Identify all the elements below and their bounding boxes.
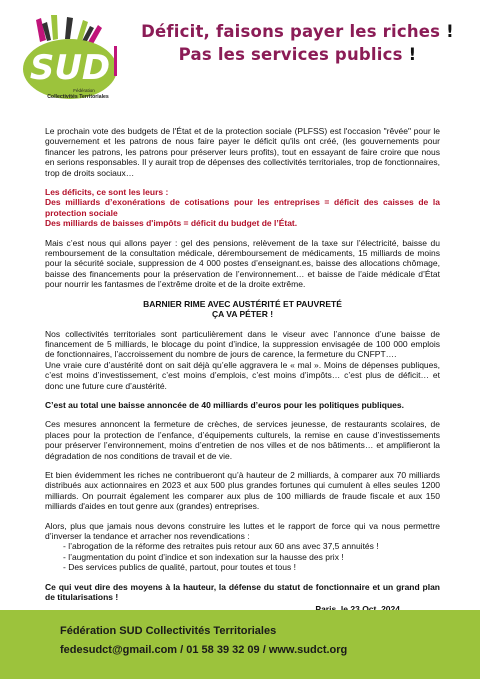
deficits-block: [45, 187, 440, 229]
demands-list: [45, 541, 440, 572]
barnier-line-1: BARNIER RIME AVEC AUSTÉRITÉ ET PAUVRETÉ: [143, 298, 342, 309]
headline-text-2: Pas les services publics: [178, 45, 403, 64]
headline-text-1: Déficit, faisons payer les riches: [141, 22, 441, 41]
logo-accent-bar: [114, 46, 117, 76]
deficits-line-1: Des milliards d’exonérations de cotisations pour les entreprises = déficit des caisses de la protection sociale: [45, 197, 440, 218]
mesures-paragraph: Ces mesures annoncent la fermeture de crèches, de services jeunesse, de restaurants scolaires, de places pour la protection de l’enfance, d’équipements culturels, la remise en cause d’investissements pour préserver l’environnement, moins d’entretien de nos villes et de nos bâtiments… et amplifieront la dégradation de nos conditions de travail et de vie.: [45, 419, 440, 461]
sud-logo: [20, 12, 124, 112]
article-body: [45, 126, 440, 624]
headline-bang-2: !: [408, 45, 417, 64]
alors-paragraph: Alors, plus que jamais nous devons construire les luttes et le rapport de force qui va nous permettre d’inverser la tendance et arracher nos revendications :: [45, 520, 440, 541]
footer-org-name: Fédération SUD Collectivités Territoriales: [60, 625, 277, 637]
headline-bang-1: !: [446, 22, 454, 41]
logo-sub1: Fédération: [73, 88, 95, 93]
deficits-heading: Les déficits, ce sont les leurs :: [45, 187, 169, 198]
logo-sub2: Collectivités Territoriales: [47, 94, 109, 100]
collectivites-paragraph: Nos collectivités territoriales sont particulièrement dans le viseur avec l’annonce d’une baisse de financement de 5 milliards, le blocage du point d’indice, la suppression envisagée de 100 000 emplois de fonctionnaires, l’accroissement du nombre de jours de carence, la fermeture du CNFPT….: [45, 328, 440, 360]
demand-item: - l’augmentation du point d’indice et son indexation sur la hausse des prix !: [63, 551, 344, 562]
demand-item: - Des services publics de qualité, partout, pour toutes et tous !: [63, 562, 296, 573]
headline: [130, 20, 465, 66]
payer-paragraph: Mais c’est nous qui allons payer : gel des pensions, relèvement de la taxe sur l’électricité, baisse du remboursement de la consultation médicale, déremboursement de médicaments, 15 milliards de moins pour la sécurité sociale, suppression de 4 000 postes d’enseignant.es, baisse des allocations chômage, baisse des financements pour la préservation de l’environnement… et baisse de l’aide médicale d’État pour nourrir les fantasmes de l’extrême droite et de la droite extrême.: [45, 237, 440, 290]
conclusion-paragraph: Ce qui veut dire des moyens à la hauteur, la défense du statut de fonctionnaire et un grand plan de titularisations !: [45, 581, 440, 603]
logo-brand: SUD: [29, 48, 111, 88]
total-paragraph: C’est au total une baisse annoncée de 40 milliards d’euros pour les politiques publiques.: [45, 399, 404, 410]
demand-item: - l’abrogation de la réforme des retraites puis retour aux 60 ans avec 37,5 annuités !: [63, 541, 379, 552]
barnier-line-2: ÇA VA PÉTER !: [211, 309, 274, 320]
cure-paragraph: Une vraie cure d’austérité dont on sait déjà qu’elle aggravera le « mal ». Moins de dépenses publiques, c’est moins d’investissement, c’est moins d’emplois, c’est moins d’impôts… c’est plus de déficit… et donc une future cure d’austérité.: [45, 359, 440, 391]
footer-banner: [0, 610, 480, 679]
headline-line-2: [130, 43, 465, 66]
headline-line-1: [130, 20, 465, 43]
intro-paragraph: Le prochain vote des budgets de l'État et de la protection sociale (PLFSS) est l'occasion "rêvée" pour le gouvernement et les patrons de nous faire payer le déficit qu'ils ont créé, (les gouvernements pour financer les patrons, les patrons pour préserver leurs profits), tout en essayant de faire croire que nous en serions responsables. Il y aurait trop de dépenses des collectivités territoriales, trop de fonctionnaires, trop de droits sociaux…: [45, 126, 440, 178]
footer-contact: fedesudct@gmail.com / 01 58 39 32 09 / www.sudct.org: [60, 644, 348, 656]
deficits-line-2: Des milliards de baisses d'impôts = déficit du budget de l’État.: [45, 218, 298, 229]
barnier-heading: [45, 299, 440, 320]
riches-paragraph: Et bien évidemment les riches ne contribueront qu’à hauteur de 2 milliards, à comparer aux 70 milliards distribués aux actionnaires en 2023 et aux 500 plus grandes fortunes qui cumulent à elles seules 1200 milliards. On pourrait également les comparer aux plus de 100 milliards de fraude fiscale et aux 150 milliards d'aides en tout genre aux (grandes) entreprises.: [45, 469, 440, 512]
